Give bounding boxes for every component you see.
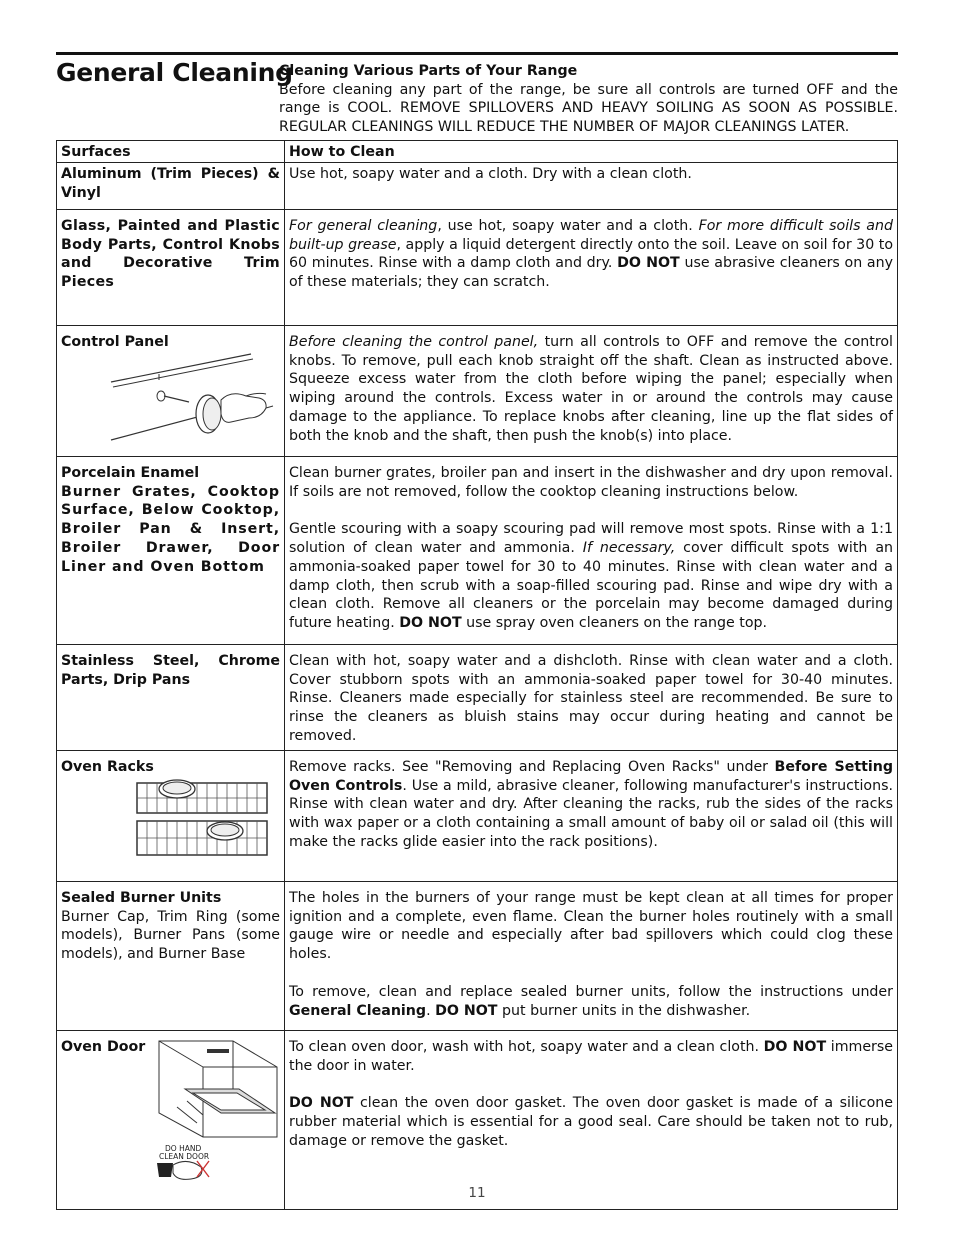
- surface-heading: Porcelain Enamel: [61, 464, 200, 481]
- surface-cell: [57, 209, 285, 325]
- how-text: use abrasive cleaners on any of these materials; they can scratch.: [289, 255, 894, 291]
- how-text: To clean oven door, wash with hot, soapy water and a clean cloth.: [289, 1038, 764, 1055]
- control-panel-illustration: [61, 352, 281, 447]
- how-bold: DO NOT: [617, 255, 680, 272]
- how-bold: DO NOT: [763, 1038, 827, 1055]
- how-text: turn all controls to OFF and remove the control knobs. To remove, pull each knob straight off the shaft. Clean as instructed above. Squeeze excess water from the cloth before wiping the panel; especially when wiping around the controls. Excess water in or around the controls may cause damage to the appliance. To replace knobs after cleaning, line up the flat sides of both the knob and the shaft, then push the knob(s) into place.: [289, 333, 893, 444]
- surface-sub: Burner Cap, Trim Ring (some models), Burner Pans (some models), and Burner Base: [61, 908, 280, 963]
- surface-cell: [57, 1030, 285, 1209]
- cleaning-table: [56, 140, 898, 1210]
- how-italic: Before cleaning the control panel,: [289, 333, 539, 350]
- surface-cell: [57, 750, 285, 881]
- table-row: [57, 644, 898, 750]
- how-text: immerse the door in water.: [289, 1038, 894, 1074]
- how-text: , apply a liquid detergent directly onto the soil. Leave on soil for 30 to 60 minutes. Rinse with a damp cloth and dry.: [289, 236, 893, 272]
- intro-body: Before cleaning any part of the range, be sure all controls are turned OFF and the range is COOL. REMOVE SPILLOVERS AND HEAVY SOILING AS SOON AS POSSIBLE. REGULAR CLEANINGS WILL REDUCE THE NUMBER OF MAJOR CLEANINGS LATER.: [279, 81, 898, 135]
- how-cell: [285, 1030, 898, 1209]
- how-bold: DO NOT: [399, 615, 462, 632]
- surface-label: Glass, Painted and Plastic Body Parts, Control Knobs and Decorative Trim Pieces: [61, 217, 280, 291]
- surface-cell: [57, 456, 285, 644]
- how-cell: [285, 881, 898, 1030]
- page-title: General Cleaning: [56, 58, 293, 87]
- surface-label: Control Panel: [61, 333, 169, 350]
- table-row: [57, 881, 898, 1030]
- how-italic: If necessary,: [582, 539, 676, 556]
- how-cell: [285, 209, 898, 325]
- surface-cell: [57, 644, 285, 750]
- how-cell: [285, 325, 898, 456]
- table-header-row: [57, 141, 898, 163]
- how-italic: For general cleaning: [289, 217, 438, 234]
- door-label-1: DO HAND: [165, 1143, 202, 1153]
- table-row: [57, 456, 898, 644]
- how-cell: Use hot, soapy water and a cloth. Dry with a clean cloth.: [285, 162, 898, 209]
- how-bold: General Cleaning: [289, 1002, 427, 1019]
- how-paragraph: [289, 983, 893, 1021]
- how-text: cover difficult spots with an ammonia-soaked paper towel for 30 to 40 minutes. Rinse with clean water and a damp cloth, then scrub with a soap-filled scouring pad. Rinse and wipe dry with a clean cloth. Remove all cleaners or the porcelain may become damaged during future heating.: [289, 539, 894, 632]
- door-label-2: CLEAN DOOR: [159, 1151, 210, 1161]
- surface-label: Oven Door: [61, 1038, 146, 1055]
- surface-label: Oven Racks: [61, 758, 154, 775]
- oven-door-illustration: [157, 1037, 281, 1183]
- how-text: , use hot, soapy water and a cloth.: [437, 217, 699, 234]
- surface-cell: [57, 162, 285, 209]
- how-text: To remove, clean and replace sealed burner units, follow the instructions under: [289, 983, 893, 1000]
- how-bold: DO NOT: [435, 1002, 498, 1019]
- table-row: [57, 750, 898, 881]
- how-italic: For more difficult soils and built-up grease: [289, 217, 893, 253]
- how-cell: [285, 750, 898, 881]
- oven-racks-illustration: [61, 777, 281, 861]
- how-paragraph: Clean burner grates, broiler pan and insert in the dishwasher and dry upon removal. If soils are not removed, follow the cooktop cleaning instructions below.: [289, 464, 893, 500]
- how-paragraph: [289, 520, 893, 633]
- how-paragraph: [289, 1094, 893, 1150]
- how-text: Remove racks. See "Removing and Replacing Oven Racks" under: [289, 758, 775, 775]
- how-text: . Use a mild, abrasive cleaner, following manufacturer's instructions. Rinse with clean water and dry. After cleaning the racks, rub the sides of the racks with wax paper or a cloth containing a small amount of baby oil or salad oil (this will make the racks glide easier into the rack positions).: [289, 777, 893, 850]
- how-text: .: [426, 1002, 436, 1019]
- col-header-how: How to Clean: [285, 141, 898, 163]
- how-bold: Before Setting Oven Controls: [289, 758, 893, 794]
- col-header-surfaces: Surfaces: [57, 141, 285, 163]
- table-row: [57, 162, 898, 209]
- intro-block: [279, 62, 898, 136]
- how-cell: Clean with hot, soapy water and a dishcloth. Rinse with clean water and a cloth. Cover stubborn spots with an ammonia-soaked paper towel for 30-40 minutes. Rinse. Cleaners made especially for stainless steel are recommended. Be sure to rinse the cleaners as bluish stains may occur during heating and cannot be removed.: [285, 644, 898, 750]
- table-row: [57, 1030, 898, 1209]
- intro-heading: Cleaning Various Parts of Your Range: [279, 63, 578, 79]
- surface-cell: [57, 881, 285, 1030]
- surface-heading: Sealed Burner Units: [61, 889, 222, 906]
- surface-cell: [57, 325, 285, 456]
- surface-label: Stainless Steel, Chrome Parts, Drip Pans: [61, 652, 280, 688]
- surface-sub: Burner Grates, Cooktop Surface, Below Cooktop, Broiler Pan & Insert, Broiler Drawer, Door Liner and Oven Bottom: [61, 483, 280, 575]
- how-text: use spray oven cleaners on the range top.: [461, 615, 768, 632]
- how-text: Gentle scouring with a soapy scouring pad will remove most spots. Rinse with a 1:1 solution of clean water and ammonia.: [289, 521, 893, 556]
- how-paragraph: [289, 1038, 893, 1076]
- table-row: [57, 209, 898, 325]
- how-bold: DO NOT: [289, 1095, 354, 1112]
- surface-label: Aluminum (Trim Pieces) & Vinyl: [61, 165, 280, 201]
- table-row: [57, 325, 898, 456]
- how-paragraph: The holes in the burners of your range must be kept clean at all times for proper ignition and a complete, even flame. Clean the burner holes routinely with a small gauge wire or needle and especially after bad spillovers which could clog these holes.: [289, 889, 893, 963]
- how-text: clean the oven door gasket. The oven door gasket is made of a silicone rubber material which is essential for a good seal. Care should be taken not to rub, damage or remove the gasket.: [289, 1095, 893, 1149]
- how-text: put burner units in the dishwasher.: [497, 1002, 751, 1019]
- page-number: 11: [468, 1185, 486, 1201]
- header-rule: [56, 52, 898, 55]
- how-cell: [285, 456, 898, 644]
